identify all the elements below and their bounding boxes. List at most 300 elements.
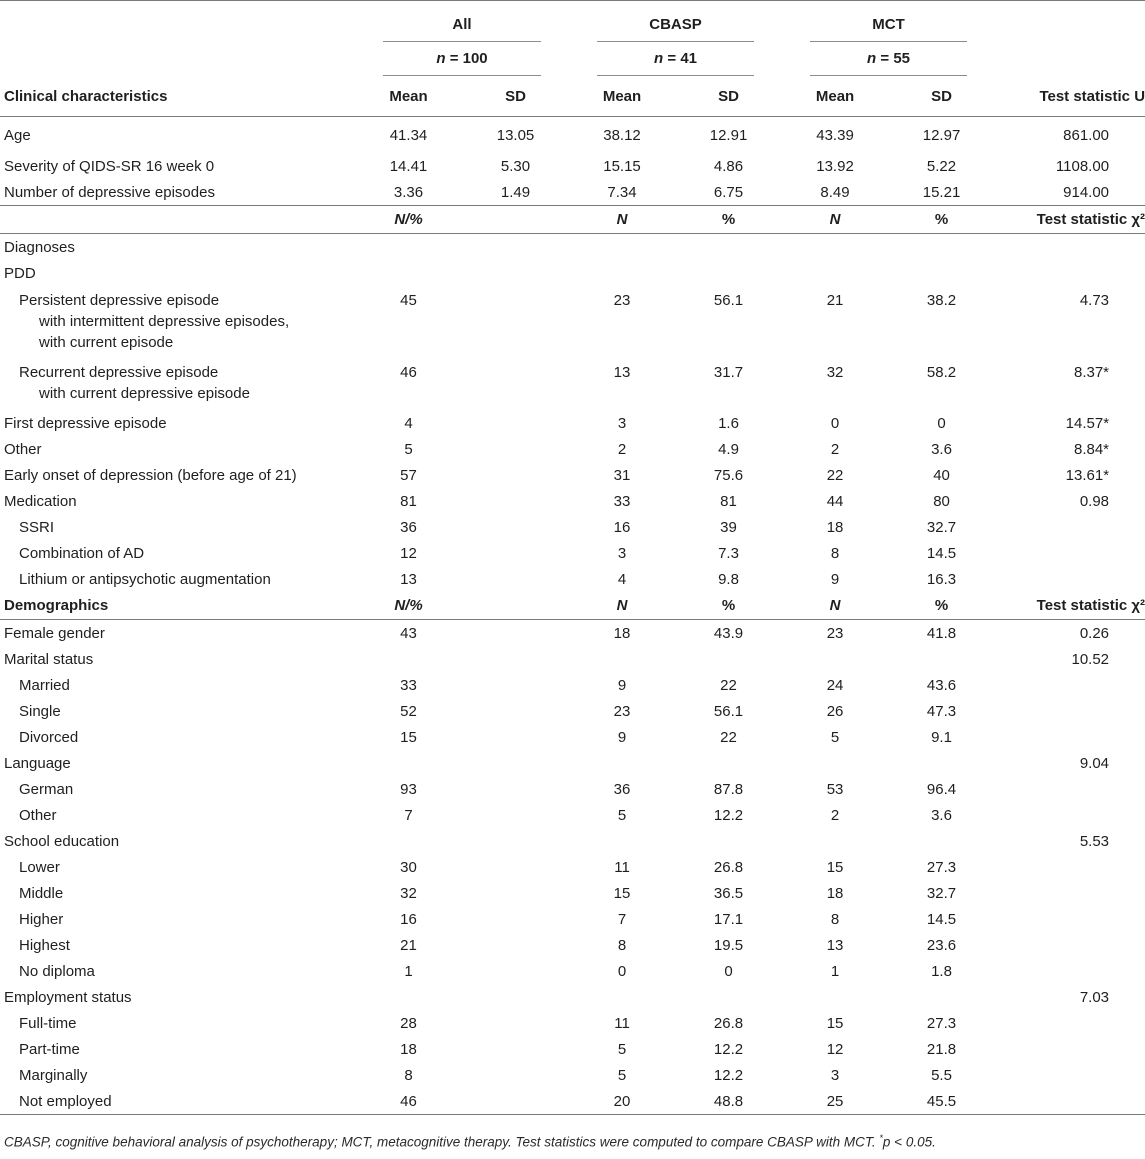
mean-header: Mean <box>355 76 462 117</box>
test-statistic <box>995 566 1145 592</box>
empty-cell <box>462 854 569 880</box>
test-statistic <box>995 854 1145 880</box>
cell-value: 26.8 <box>713 1014 744 1032</box>
row-label <box>0 1010 355 1036</box>
test-u-header: Test statistic U <box>995 76 1145 117</box>
table-row <box>0 234 1145 261</box>
cell-value: 31.7 <box>713 364 744 381</box>
empty-cell <box>462 906 569 932</box>
row-label-text: Middle <box>19 884 64 902</box>
row-label-text: Recurrent depressive episode <box>19 364 219 381</box>
empty-cell <box>462 828 569 854</box>
cell-value: 14.5 <box>926 544 957 562</box>
cell-value: 12.97 <box>922 126 961 144</box>
test-statistic: 9.04 <box>1079 754 1110 772</box>
empty-cell <box>462 776 569 802</box>
cell-value <box>355 828 462 854</box>
group-header-row <box>0 1 1145 42</box>
cell-value: 15.21 <box>888 179 995 206</box>
cell-value: 41.8 <box>926 624 957 642</box>
group-mct: MCT <box>782 1 995 42</box>
cell-value: 0 <box>724 962 733 980</box>
test-statistic: 8.37* <box>1073 364 1110 381</box>
cell-value: 23 <box>613 292 631 309</box>
cell-value: 0 <box>830 414 840 432</box>
cell-value: 18 <box>400 1040 417 1058</box>
cell-value: 48.8 <box>675 1088 782 1115</box>
pct-header: % <box>888 206 995 234</box>
cell-value <box>675 984 782 1010</box>
table-footnote: CBASP, cognitive behavioral analysis of psychotherapy; MCT, metacognitive therapy. Test statistics were computed to compare CBASP with MCT. *p < 0.05. <box>4 1133 936 1150</box>
row-label: Number of depressive episodes <box>0 179 355 206</box>
table-row <box>0 117 1145 154</box>
table-row <box>0 1010 1145 1036</box>
cell-value: 31 <box>613 466 631 484</box>
cell-value: 18 <box>613 624 631 642</box>
cell-value: 4 <box>404 414 413 432</box>
cell-value: 13 <box>613 364 631 381</box>
row-label <box>0 880 355 906</box>
test-statistic: 13.61* <box>1065 466 1110 484</box>
cell-value: 5 <box>830 728 840 746</box>
row-label-text: Other <box>19 806 57 824</box>
cell-value: 93 <box>400 780 417 798</box>
empty-cell <box>462 1036 569 1062</box>
row-label <box>0 906 355 932</box>
table-row <box>0 566 1145 592</box>
chi-square-header: Test statistic χ² <box>995 592 1145 620</box>
cell-value <box>675 260 782 286</box>
row-label <box>0 1036 355 1062</box>
cell-value: 8 <box>404 1066 413 1084</box>
cell-value: 4 <box>617 570 627 588</box>
cell-value: 38.12 <box>603 126 641 144</box>
cell-value: 2 <box>830 806 840 824</box>
cell-value: 43.39 <box>816 126 854 144</box>
cell-value <box>888 750 995 776</box>
table-row <box>0 698 1145 724</box>
cell-value: 26.8 <box>713 858 744 876</box>
sd-header: SD <box>888 76 995 117</box>
cell-value: 32.7 <box>926 884 957 902</box>
cell-value: 4.9 <box>718 440 739 458</box>
test-statistic: 4.73 <box>1079 292 1110 309</box>
cell-value: 32.7 <box>926 518 957 536</box>
test-statistic: 861.00 <box>1063 126 1110 144</box>
cell-value <box>355 646 462 672</box>
cell-value <box>569 234 675 261</box>
empty-cell <box>462 620 569 647</box>
row-label <box>0 854 355 880</box>
test-statistic <box>995 1062 1145 1088</box>
cell-value: 14.41 <box>389 157 428 175</box>
column-header-row <box>0 76 1145 117</box>
cell-value <box>675 750 782 776</box>
row-label <box>0 776 355 802</box>
row-label: Severity of QIDS-SR 16 week 0 <box>4 157 215 175</box>
cell-value: 7 <box>404 806 413 824</box>
cell-value: 58.2 <box>926 364 957 381</box>
empty-cell <box>462 646 569 672</box>
cell-value: 15 <box>613 884 631 902</box>
row-label-continuation: with current episode <box>39 334 174 351</box>
cell-value <box>888 828 995 854</box>
test-statistic <box>995 776 1145 802</box>
empty-cell <box>462 234 569 261</box>
cell-value: 11 <box>614 858 630 876</box>
row-label-text: Marginally <box>19 1066 88 1084</box>
cell-value: 22 <box>720 728 737 746</box>
row-label <box>0 1088 355 1115</box>
test-statistic <box>995 698 1145 724</box>
cell-value: 16 <box>613 518 631 536</box>
row-label-text: Marital status <box>4 650 94 668</box>
cell-value: 44 <box>826 492 844 510</box>
cell-value <box>569 646 675 672</box>
cell-value: 11 <box>614 1014 630 1032</box>
cell-value <box>569 828 675 854</box>
table-row <box>0 880 1145 906</box>
empty-cell <box>462 514 569 540</box>
cell-value: 36 <box>400 518 417 536</box>
cell-value: 43.9 <box>713 624 744 642</box>
cell-value: 8 <box>830 910 840 928</box>
cell-value: 15.15 <box>603 157 641 175</box>
cell-value: 3.36 <box>355 179 462 206</box>
row-label-continuation: with current depressive episode <box>39 385 250 402</box>
row-label-text: Higher <box>19 910 64 928</box>
row-label <box>0 672 355 698</box>
table-row <box>0 776 1145 802</box>
test-statistic <box>995 802 1145 828</box>
mean-header: Mean <box>782 76 888 117</box>
cell-value: 21 <box>826 292 844 309</box>
test-statistic: 0.98 <box>1079 492 1110 510</box>
cell-value: 96.4 <box>926 780 957 798</box>
cell-value: 16 <box>400 910 417 928</box>
row-label-text: PDD <box>4 264 36 282</box>
row-label <box>0 958 355 984</box>
cell-value <box>569 750 675 776</box>
row-label <box>0 646 355 672</box>
test-statistic: 0.26 <box>1079 624 1110 642</box>
table-row <box>0 1062 1145 1088</box>
row-label <box>0 724 355 750</box>
table-row <box>0 260 1145 286</box>
cell-value: 23.6 <box>926 936 957 954</box>
cell-value: 3 <box>617 414 627 432</box>
cell-value <box>569 260 675 286</box>
cell-value: 81 <box>400 492 417 510</box>
row-label-text: SSRI <box>19 518 55 536</box>
cell-value <box>782 234 888 261</box>
table-row <box>0 436 1145 462</box>
n-header: N <box>782 206 888 234</box>
cell-value: 21 <box>400 936 417 954</box>
section-label: Demographics <box>0 592 355 620</box>
cell-value <box>888 646 995 672</box>
cell-value <box>355 234 462 261</box>
cell-value: 56.1 <box>713 292 744 309</box>
row-label <box>0 1062 355 1088</box>
row-label-text: Lower <box>19 858 60 876</box>
cell-value: 12.2 <box>713 806 744 824</box>
cell-value: 5.5 <box>931 1066 952 1084</box>
cell-value: 15 <box>826 858 844 876</box>
row-label-text: Combination of AD <box>19 544 145 562</box>
cell-value: 15 <box>400 728 417 746</box>
cell-value <box>888 260 995 286</box>
cell-value: 27.3 <box>926 858 957 876</box>
cell-value: 46 <box>400 364 417 381</box>
row-label <box>0 750 355 776</box>
table-row <box>0 1088 1145 1115</box>
cell-value: 43.6 <box>926 676 957 694</box>
empty-cell <box>462 436 569 462</box>
row-label <box>0 286 355 358</box>
row-label <box>0 620 355 647</box>
cell-value: 80 <box>933 492 950 510</box>
empty-cell <box>462 206 569 234</box>
cell-value <box>782 750 888 776</box>
table-row <box>0 179 1145 206</box>
cell-value: 1.6 <box>718 414 739 432</box>
group-cbasp: CBASP <box>569 1 782 42</box>
n-all: n = 100 <box>355 41 569 76</box>
cell-value: 5.30 <box>500 157 531 175</box>
test-statistic: 14.57* <box>1065 414 1110 432</box>
cell-value: 23 <box>826 624 844 642</box>
row-label-text: School education <box>4 832 120 850</box>
cell-value: 12.91 <box>709 126 748 144</box>
cell-value: 32 <box>826 364 844 381</box>
row-label <box>0 566 355 592</box>
sd-header: SD <box>462 76 569 117</box>
row-label-text: Persistent depressive episode <box>19 292 220 309</box>
cell-value: 26 <box>826 702 844 720</box>
table-row <box>0 932 1145 958</box>
test-statistic <box>995 1088 1145 1115</box>
pct-header: % <box>675 206 782 234</box>
test-statistic <box>995 906 1145 932</box>
cell-value: 9 <box>617 676 627 694</box>
cell-value: 1.49 <box>462 179 569 206</box>
row-label-text: Part-time <box>19 1040 80 1058</box>
cell-value: 19.5 <box>713 936 744 954</box>
cell-value <box>569 984 675 1010</box>
cell-value: 13.92 <box>816 157 854 175</box>
n-header: N <box>782 592 888 620</box>
test-statistic: 7.03 <box>1079 988 1110 1006</box>
row-label-text: Not employed <box>19 1092 112 1110</box>
row-label <box>0 410 355 436</box>
row-label-text: Medication <box>4 492 77 510</box>
empty-cell <box>462 566 569 592</box>
empty-cell <box>462 672 569 698</box>
cell-value: 38.2 <box>926 292 957 309</box>
cell-value: 33 <box>613 492 631 510</box>
row-label <box>0 462 355 488</box>
test-statistic <box>995 958 1145 984</box>
n-pct-header: N/% <box>355 592 462 620</box>
test-statistic: 8.84* <box>1073 440 1110 458</box>
table-row <box>0 410 1145 436</box>
test-statistic <box>995 514 1145 540</box>
row-label-text: Diagnoses <box>4 238 75 256</box>
cell-value: 15 <box>826 1014 844 1032</box>
test-statistic <box>995 672 1145 698</box>
table-row <box>0 750 1145 776</box>
cell-value <box>355 260 462 286</box>
chi-square-header: Test statistic χ² <box>995 206 1145 234</box>
n-header-row <box>0 41 1145 76</box>
cell-value <box>675 234 782 261</box>
cell-value: 13 <box>826 936 844 954</box>
row-label-text: No diploma <box>19 962 95 980</box>
table-row <box>0 958 1145 984</box>
test-statistic <box>995 724 1145 750</box>
table-row <box>0 854 1145 880</box>
cell-value <box>675 828 782 854</box>
empty-cell <box>462 592 569 620</box>
table-row <box>0 153 1145 179</box>
cell-value: 27.3 <box>926 1014 957 1032</box>
cell-value: 16.3 <box>926 570 957 588</box>
cell-value <box>782 828 888 854</box>
cell-value: 30 <box>400 858 417 876</box>
test-statistic <box>995 932 1145 958</box>
cell-value: 52 <box>400 702 417 720</box>
row-label-text: Other <box>4 440 42 458</box>
test-statistic <box>995 260 1145 286</box>
empty-cell <box>462 540 569 566</box>
cell-value: 8 <box>617 936 627 954</box>
n-header: N <box>569 206 675 234</box>
section-header-row <box>0 592 1145 620</box>
cell-value <box>355 984 462 1010</box>
empty-cell <box>462 750 569 776</box>
cell-value: 13.05 <box>496 126 535 144</box>
cell-value: 8.49 <box>782 179 888 206</box>
test-statistic <box>995 880 1145 906</box>
sd-header: SD <box>675 76 782 117</box>
table-row <box>0 514 1145 540</box>
cell-value: 22 <box>826 466 844 484</box>
empty-cell <box>462 1010 569 1036</box>
row-label <box>0 828 355 854</box>
row-label-continuation: with intermittent depressive episodes, <box>39 313 290 330</box>
cell-value: 25 <box>782 1088 888 1115</box>
n-pct-header: N/% <box>355 206 462 234</box>
cell-value: 3.6 <box>931 806 952 824</box>
cell-value: 22 <box>720 676 737 694</box>
row-label-text: Lithium or antipsychotic augmentation <box>19 570 271 588</box>
cell-value: 0 <box>617 962 627 980</box>
table-row <box>0 646 1145 672</box>
row-label <box>0 260 355 286</box>
row-label-text: Married <box>19 676 70 694</box>
cell-value <box>675 646 782 672</box>
cell-value: 20 <box>569 1088 675 1115</box>
table-row <box>0 802 1145 828</box>
empty-cell <box>462 488 569 514</box>
row-label <box>0 698 355 724</box>
table-row <box>0 906 1145 932</box>
row-label <box>0 984 355 1010</box>
table-row <box>0 462 1145 488</box>
row-label-text: Female gender <box>4 624 105 642</box>
table-row <box>0 828 1145 854</box>
table-row <box>0 620 1145 647</box>
cell-value: 7 <box>617 910 627 928</box>
cell-value: 36 <box>613 780 631 798</box>
cell-value: 1 <box>404 962 413 980</box>
row-label <box>0 358 355 410</box>
cell-value: 1.8 <box>931 962 952 980</box>
table-row <box>0 540 1145 566</box>
cell-value: 43 <box>400 624 417 642</box>
cell-value: 47.3 <box>926 702 957 720</box>
cell-value: 17.1 <box>713 910 744 928</box>
empty-cell <box>462 802 569 828</box>
cell-value: 32 <box>400 884 417 902</box>
test-statistic <box>995 234 1145 261</box>
cell-value: 9 <box>617 728 627 746</box>
row-label-text: Language <box>4 754 71 772</box>
row-label-text: Single <box>19 702 61 720</box>
cell-value: 57 <box>400 466 417 484</box>
empty-cell <box>462 1062 569 1088</box>
cell-value: 0 <box>937 414 946 432</box>
cell-value: 9.1 <box>931 728 952 746</box>
cell-value: 87.8 <box>713 780 744 798</box>
test-statistic: 5.53 <box>1079 832 1110 850</box>
cell-value: 2 <box>617 440 627 458</box>
row-label-text: Highest <box>19 936 70 954</box>
cell-value: 23 <box>613 702 631 720</box>
row-label <box>0 802 355 828</box>
row-label-text: Divorced <box>19 728 79 746</box>
cell-value <box>355 750 462 776</box>
table-row <box>0 286 1145 358</box>
n-mct: n = 55 <box>782 41 995 76</box>
cell-value: 81 <box>720 492 737 510</box>
empty-cell <box>462 932 569 958</box>
cell-value: 12 <box>400 544 417 562</box>
n-header: N <box>569 592 675 620</box>
cell-value: 12.2 <box>713 1040 744 1058</box>
table-row <box>0 724 1145 750</box>
cell-value: 56.1 <box>713 702 744 720</box>
cell-value <box>782 984 888 1010</box>
cell-value: 24 <box>826 676 844 694</box>
table-row <box>0 984 1145 1010</box>
cell-value: 39 <box>720 518 737 536</box>
cell-value: 33 <box>400 676 417 694</box>
test-statistic: 914.00 <box>995 179 1145 206</box>
row-label-text: Employment status <box>4 988 132 1006</box>
cell-value: 75.6 <box>713 466 744 484</box>
cell-value: 46 <box>355 1088 462 1115</box>
empty-cell <box>462 462 569 488</box>
pct-header: % <box>675 592 782 620</box>
section-header-row <box>0 206 1145 234</box>
cell-value: 12 <box>826 1040 844 1058</box>
cell-value: 12.2 <box>713 1066 744 1084</box>
table-row <box>0 358 1145 410</box>
empty-cell <box>462 260 569 286</box>
cell-value: 9 <box>830 570 840 588</box>
